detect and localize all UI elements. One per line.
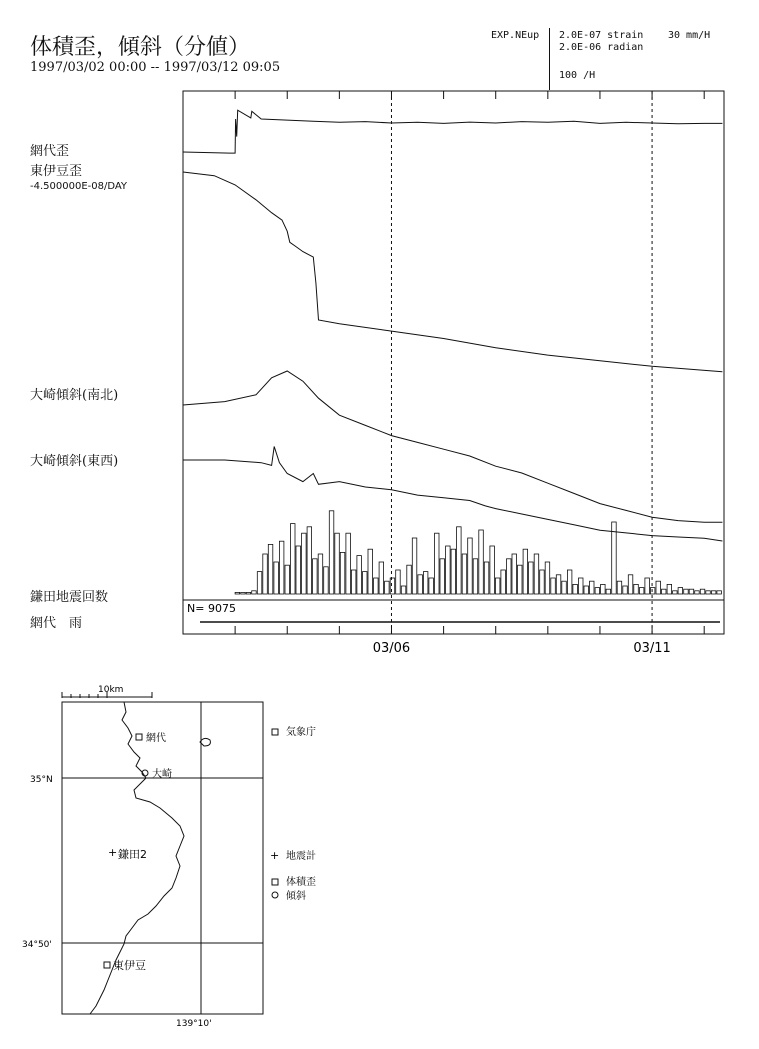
quake-bar-9 <box>285 565 290 594</box>
quake-bar-4 <box>257 572 262 594</box>
label-rain: 網代 雨 <box>30 616 83 631</box>
quake-bar-55 <box>540 570 545 594</box>
quake-bar-53 <box>529 562 534 594</box>
quake-bar-24 <box>368 549 373 594</box>
volumetric-icon <box>104 962 110 968</box>
label-ajiro-strain: 網代歪 <box>30 144 70 159</box>
quake-bar-19 <box>340 552 345 594</box>
quake-bar-87 <box>717 591 722 594</box>
legend-jma-icon <box>272 729 278 735</box>
quake-bar-63 <box>584 586 589 594</box>
quake-bar-52 <box>523 549 528 594</box>
quake-bar-23 <box>363 572 368 594</box>
quake-bar-66 <box>601 584 606 594</box>
legend-seismometer: 地震計 <box>286 851 316 862</box>
island <box>200 738 210 746</box>
quake-bar-47 <box>495 578 500 594</box>
quake-bar-11 <box>296 546 301 594</box>
legend-volumetric: 体積歪 <box>286 877 316 888</box>
quake-bar-18 <box>335 533 340 594</box>
quake-bar-46 <box>490 546 495 594</box>
label-trend: -4.500000E-08/DAY <box>30 181 128 192</box>
quake-bar-84 <box>700 589 705 594</box>
label-quake-count: 鎌田地震回数 <box>30 590 109 605</box>
quake-bar-5 <box>263 554 268 594</box>
quake-bar-83 <box>695 591 700 594</box>
quake-bar-67 <box>606 589 611 594</box>
quake-bar-1 <box>241 592 246 594</box>
quake-bar-54 <box>534 554 539 594</box>
page-title: 体積歪，傾斜（分値） <box>30 35 251 60</box>
quake-bar-15 <box>318 554 323 594</box>
series-line-1 <box>183 172 722 372</box>
scale-rain: 100 /H <box>559 70 596 81</box>
quake-bar-17 <box>329 511 334 594</box>
quake-bar-80 <box>678 588 683 594</box>
quake-bar-13 <box>307 527 312 594</box>
station-ajiro: 網代 <box>146 733 166 744</box>
label-osaki-ns: 大崎傾斜(南北) <box>30 388 119 403</box>
quake-bar-14 <box>313 559 318 594</box>
quake-bar-22 <box>357 556 362 594</box>
quake-bar-28 <box>390 578 395 594</box>
quake-bar-64 <box>590 581 595 594</box>
seismometer-icon: + <box>108 846 118 859</box>
quake-bar-74 <box>645 578 650 594</box>
quake-bar-31 <box>407 565 412 594</box>
quake-bar-36 <box>435 533 440 594</box>
quake-bar-69 <box>617 581 622 594</box>
quake-bar-75 <box>650 588 655 594</box>
quake-bar-41 <box>462 554 467 594</box>
series-line-0 <box>183 110 722 153</box>
quake-bar-58 <box>556 575 561 594</box>
quake-bar-77 <box>662 589 667 594</box>
quake-bar-27 <box>385 581 390 594</box>
label-osaki-ew: 大崎傾斜(東西) <box>30 454 119 469</box>
quake-bar-21 <box>351 570 356 594</box>
quake-bar-48 <box>501 570 506 594</box>
exp-label: EXP.NEup <box>491 30 540 41</box>
quake-bar-12 <box>302 533 307 594</box>
quake-bar-38 <box>446 546 451 594</box>
quake-bar-40 <box>457 527 462 594</box>
quake-bar-60 <box>567 570 572 594</box>
quake-bar-45 <box>484 562 489 594</box>
quake-bar-0 <box>235 592 240 594</box>
quake-bar-3 <box>252 591 257 594</box>
quake-bar-35 <box>429 578 434 594</box>
quake-bar-43 <box>473 559 478 594</box>
x-tick-label-0306: 03/06 <box>372 641 411 656</box>
quake-bar-39 <box>451 549 456 594</box>
x-ticks <box>235 91 704 634</box>
quake-bar-51 <box>518 565 523 594</box>
quake-bar-6 <box>268 544 273 594</box>
map-lat-3450: 34°50' <box>22 940 52 950</box>
x-tick-label-0311: 03/11 <box>633 641 671 656</box>
quake-bar-68 <box>612 522 617 594</box>
quake-bars <box>235 511 721 594</box>
scale-speed: 30 mm/H <box>668 30 711 41</box>
quake-bar-71 <box>628 575 633 594</box>
quake-bar-72 <box>634 584 639 594</box>
quake-bar-61 <box>573 584 578 594</box>
quake-bar-26 <box>379 562 384 594</box>
quake-bar-81 <box>684 589 689 594</box>
legend-seismometer-icon: + <box>270 849 280 862</box>
volumetric-icon <box>136 734 142 740</box>
quake-bar-82 <box>689 589 694 594</box>
quake-bar-30 <box>401 586 406 594</box>
quake-bar-70 <box>623 586 628 594</box>
time-period: 1997/03/02 00:00 -- 1997/03/12 09:05 <box>30 60 281 75</box>
quake-bar-50 <box>512 554 517 594</box>
legend-tilt: 傾斜 <box>286 891 306 902</box>
label-higashiizu-strain: 東伊豆歪 <box>30 164 83 179</box>
map-lon-13910: 139°10' <box>176 1019 212 1029</box>
quake-bar-7 <box>274 562 279 594</box>
series-line-2 <box>183 371 722 522</box>
quake-bar-79 <box>673 591 678 594</box>
quake-bar-29 <box>396 570 401 594</box>
station-osaki: 大崎 <box>152 769 172 780</box>
quake-bar-37 <box>440 559 445 594</box>
quake-bar-2 <box>246 592 251 594</box>
quake-bar-25 <box>374 578 379 594</box>
quake-bar-73 <box>639 588 644 594</box>
quake-bar-49 <box>507 559 512 594</box>
quake-bar-78 <box>667 584 672 594</box>
legend-jma: 気象庁 <box>286 727 316 738</box>
quake-bar-8 <box>279 541 284 594</box>
quake-bar-16 <box>324 567 329 594</box>
quake-bar-59 <box>562 581 567 594</box>
n-count-label: N= 9075 <box>187 602 236 615</box>
quake-bar-85 <box>706 591 711 594</box>
station-kamata: 鎌田2 <box>118 848 147 861</box>
map-lat-35: 35°N <box>30 775 53 785</box>
quake-bar-32 <box>412 538 417 594</box>
legend-tilt-icon <box>272 892 278 898</box>
quake-bar-44 <box>479 530 484 594</box>
quake-bar-65 <box>595 588 600 594</box>
map-scale-label: 10km <box>98 685 124 695</box>
quake-bar-76 <box>656 581 661 594</box>
quake-bar-57 <box>551 578 556 594</box>
quake-bar-10 <box>291 524 296 594</box>
plot-frame <box>183 91 724 634</box>
station-higashiizu: 東伊豆 <box>113 959 146 972</box>
series-line-3 <box>183 447 722 542</box>
quake-bar-62 <box>579 578 584 594</box>
quake-bar-20 <box>346 533 351 594</box>
scale-strain: 2.0E-07 strain <box>559 30 644 41</box>
series-lines <box>183 110 722 541</box>
quake-bar-86 <box>711 591 716 594</box>
legend-volumetric-icon <box>272 879 278 885</box>
quake-bar-42 <box>468 538 473 594</box>
map-frame <box>62 702 263 1014</box>
quake-bar-56 <box>545 562 550 594</box>
quake-bar-34 <box>423 572 428 594</box>
scale-radian: 2.0E-06 radian <box>559 42 644 53</box>
quake-bar-33 <box>418 575 423 594</box>
